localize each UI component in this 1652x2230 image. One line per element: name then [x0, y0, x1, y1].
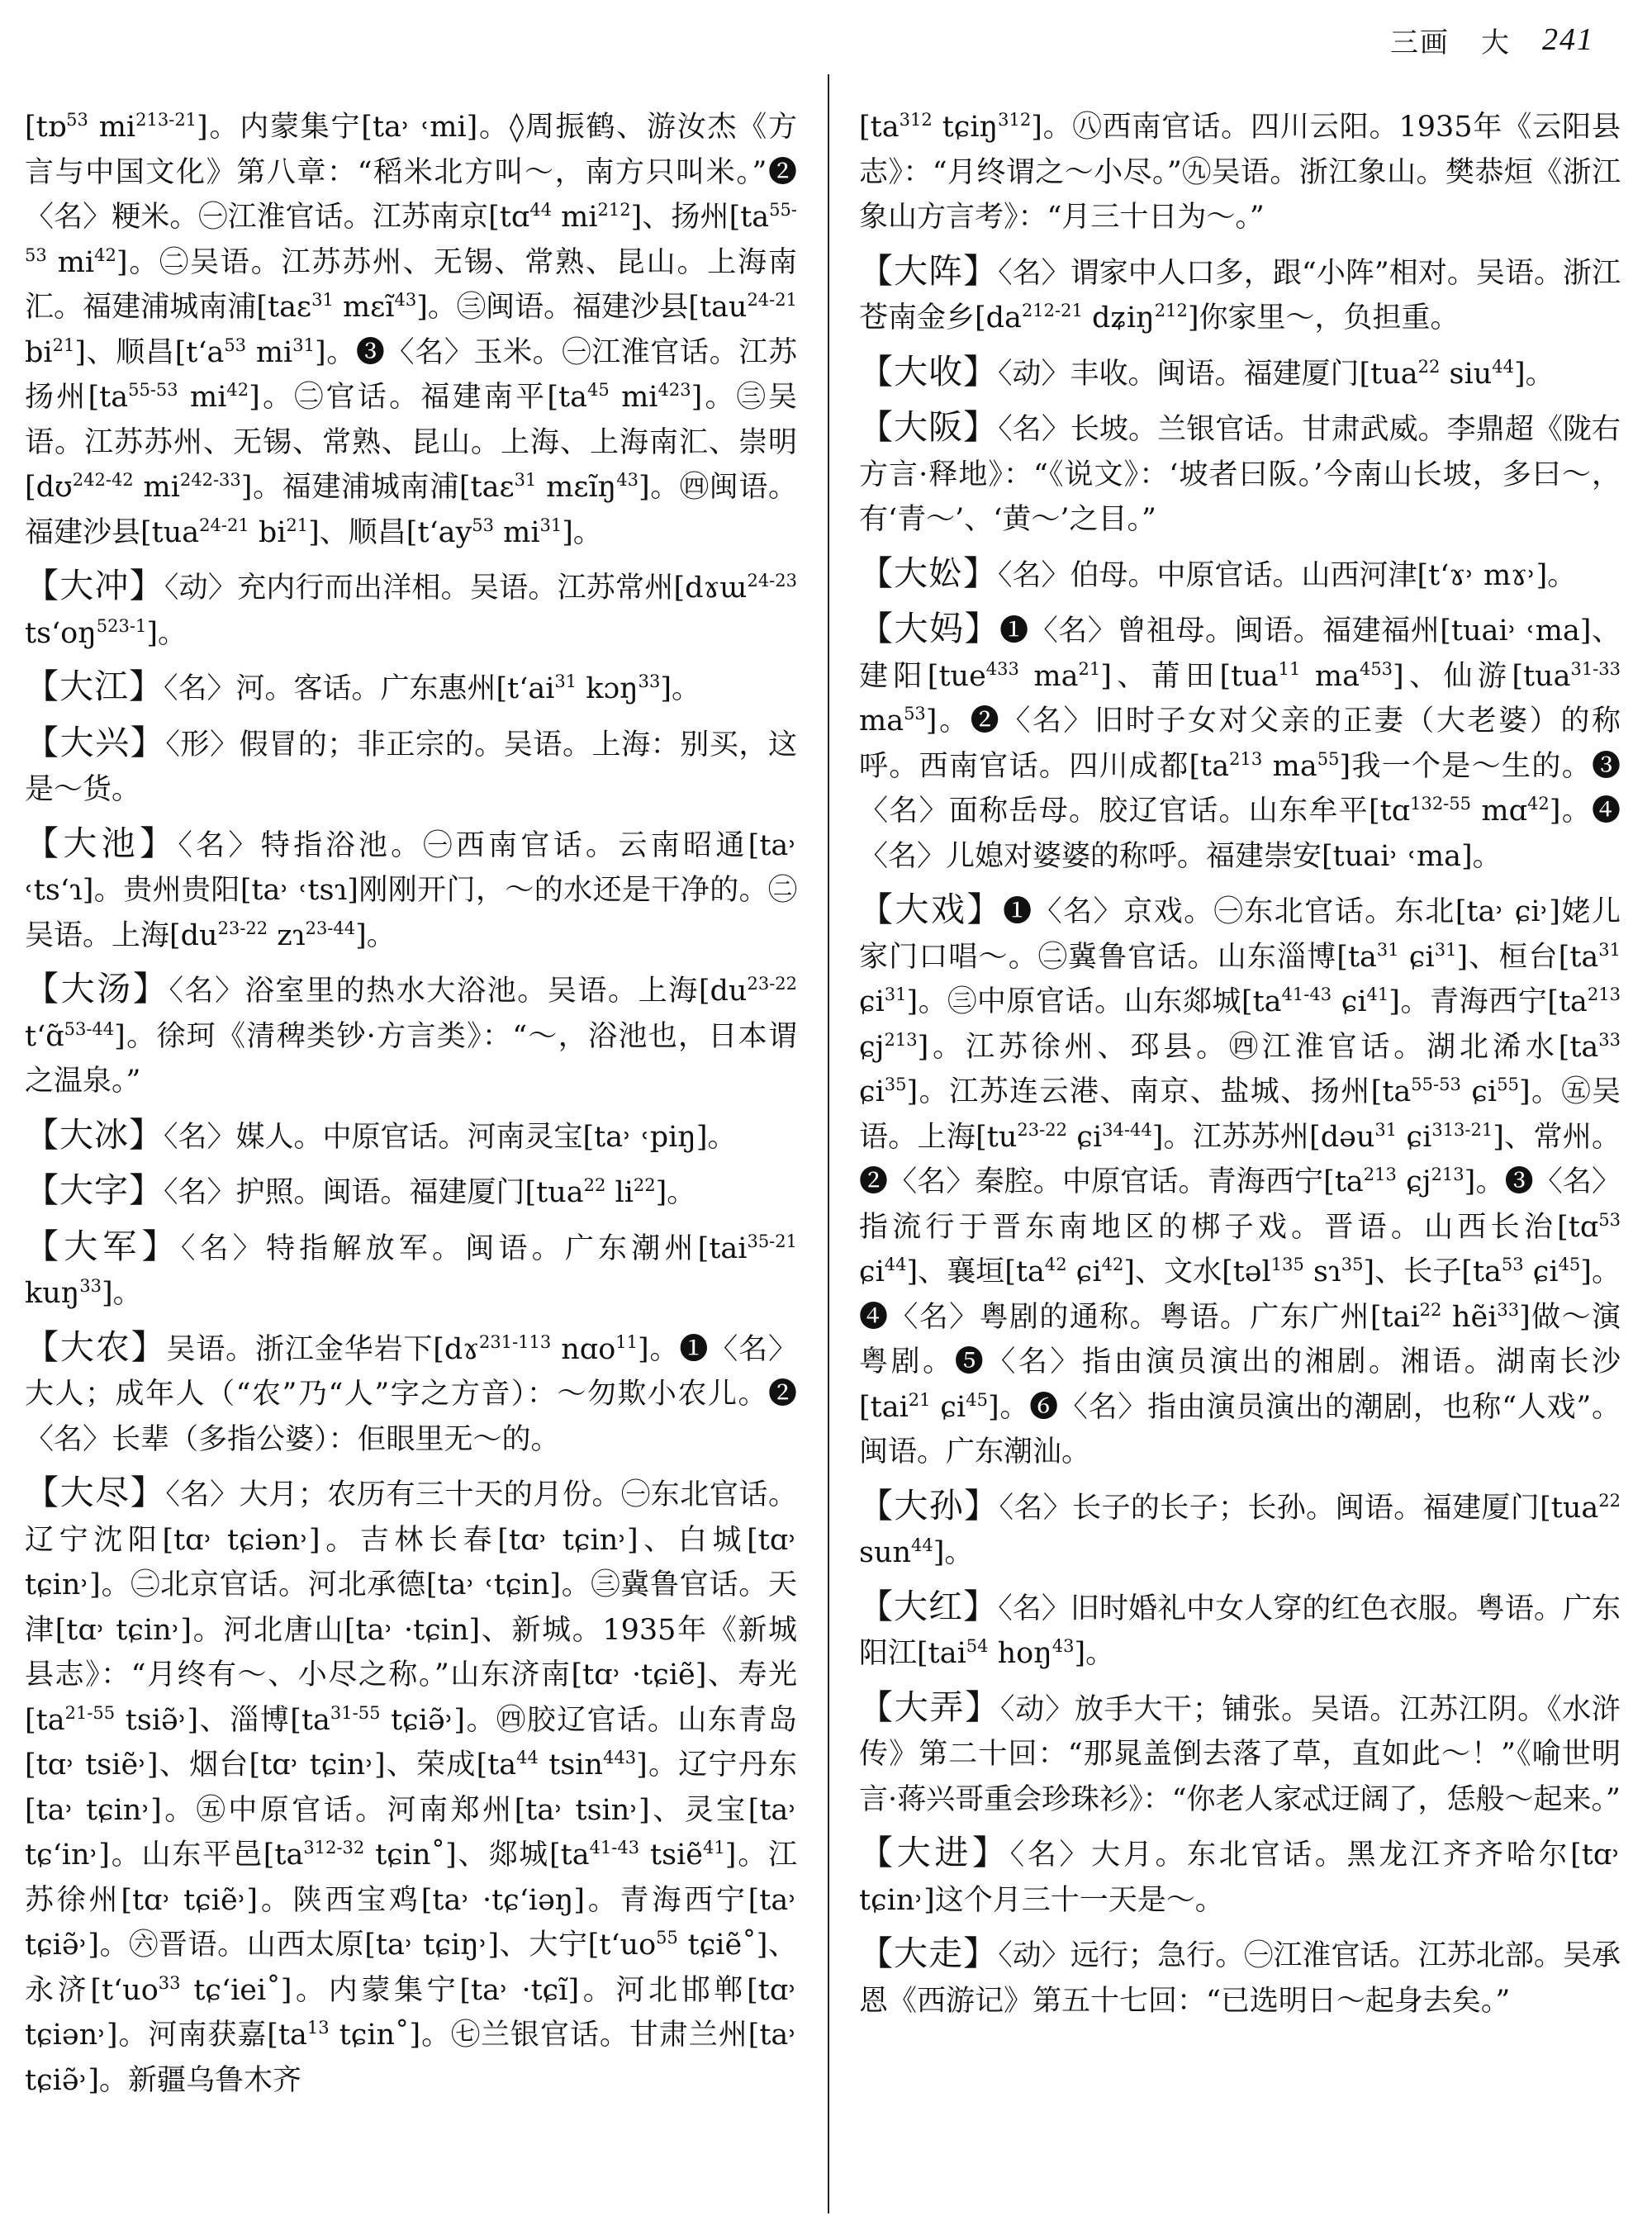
entry-headword: 【大冲】	[25, 566, 164, 605]
entry-headword: 【大妐】	[859, 553, 998, 593]
dictionary-entry	[859, 249, 1621, 341]
entry-headword: 【大阪】	[859, 407, 999, 447]
dictionary-entry	[859, 1931, 1621, 2024]
dictionary-entry	[859, 405, 1621, 543]
dictionary-entry	[25, 1113, 797, 1160]
dictionary-entry	[859, 1685, 1621, 1823]
entry-headword: 【大江】	[25, 667, 164, 706]
dictionary-entry	[859, 551, 1621, 599]
dictionary-entry	[859, 1830, 1621, 1923]
entry-headword: 【大军】	[25, 1226, 181, 1266]
entry-definition: 〈名〉媒人。中原官话。河南灵宝[ta˒ ˓piŋ]。	[164, 1120, 737, 1154]
dictionary-entry	[25, 1224, 797, 1317]
entry-headword: 【大农】	[25, 1326, 167, 1367]
entry-headword: 【大汤】	[25, 969, 169, 1008]
right-column	[859, 76, 1621, 2213]
dictionary-entry	[25, 563, 797, 656]
entry-definition: 〈名〉特指浴池。㊀西南官话。云南昭通[ta˒ ˓tsʻɿ]。贵州贵阳[ta˒ ˓tsɿ]刚刚开门，～的水还是干净的。㊁吴语。上海[$du^{23-22}$ zɿ$^{23-44}$]。	[25, 828, 798, 952]
continuation-text: [$ta^{312}$ tɕiŋ$^{312}$]。㊇西南官话。四川云阳。1935年《云阳县志》：“月终谓之～小尽。”㊈吴语。浙江象山。樊恭烜《浙江象山方言考》：“月三十日为～。”	[859, 110, 1621, 234]
dictionary-entry	[859, 1584, 1621, 1677]
entry-definition: ❶〈名〉京戏。㊀东北官话。东北[ta˒ ɕi˒]姥儿家门口唱～。㊁冀鲁官话。山东淄博[$ta^{31}$ ɕi$^{31}$]、桓台[$ta^{31}$ ɕi$^{31}$]。㊂中原官话。山东郯城[$ta^{41-43}$ ɕi$^{41}$]。青海西宁[$ta^{213}$ ɕj$^{213}$]。江苏徐州、邳县。㊃江淮官话。湖北浠水[$ta^{33}$ ɕi$^{35}$]。江苏连云港、南京、盐城、扬州[$ta^{55-53}$ ɕi$^{55}$]。㊄吴语。上海[$tu^{23-22}$ ɕi$^{34-44}$]。江苏苏州[dəu$^{31}$ ɕi$^{313-21}$]、常州。❷〈名〉秦腔。中原官话。青海西宁[$ta^{213}$ ɕj$^{213}$]。❸〈名〉指流行于晋东南地区的梆子戏。晋语。山西长治[tɑ$^{53}$ ɕi$^{44}$]、襄垣[$ta^{42}$ ɕi$^{42}$]、文水[təl$^{135}$ sɿ$^{35}$]、长子[$ta^{53}$ ɕi$^{45}$]。❹〈名〉粤剧的通称。粤语。广东广州[tai$^{22}$ hẽi$^{33}$]做～演粤剧。❺〈名〉指由演员演出的湘剧。湘语。湖南长沙[tai$^{21}$ ɕi$^{45}$]。❻〈名〉指由演员演出的潮剧，也称“人戏”。闽语。广东潮汕。	[859, 895, 1621, 1468]
entry-headword: 【大进】	[859, 1833, 1010, 1872]
page-number: 241	[1542, 22, 1594, 57]
entry-definition: 〈动〉远行；急行。㊀江淮官话。江苏北部。吴承恩《西游记》第五十七回：“已选明日～起身去矣。”	[859, 1939, 1621, 2018]
header-section: 三画	[1390, 26, 1450, 59]
entry-headword: 【大走】	[859, 1933, 999, 1973]
entry-definition: 〈动〉充内行而出洋相。吴语。江苏常州[dɤɯ$^{24-23}$ tsʻoŋ$^{523-1}$]。	[25, 571, 797, 650]
entry-definition: 〈形〉假冒的；非正宗的。吴语。上海：别买，这是～货。	[25, 728, 797, 806]
entry-definition: 〈名〉伯母。中原官话。山西河津[tʻɤ˒ mɤ˒]。	[998, 558, 1577, 592]
dictionary-entry	[859, 349, 1621, 397]
dictionary-entry	[25, 1470, 797, 2103]
entry-definition: 〈名〉长坡。兰银官话。甘肃武威。李鼎超《陇右方言·释地》：“《说文》：‘坡者曰阪。’今南山长坡，多曰～，有‘青～’、‘黄～’之目。”	[859, 413, 1621, 536]
entry-definition: ❶〈名〉曾祖母。闽语。福建福州[tuai˒ ˓ma]、建阳[tue$^{433}$ $ma^{21}$]、莆田[tua$^{11}$ $ma^{453}$]、仙游[tua$^{31-33}$ $ma^{53}$]。❷〈名〉旧时子女对父亲的正妻（大老婆）的称呼。西南官话。四川成都[$ta^{213}$ $ma^{55}$]我一个是～生的。❸〈名〉面称岳母。胶辽官话。山东牟平[tɑ$^{132-55}$ mɑ$^{42}$]。❹〈名〉儿媳对婆婆的称呼。福建崇安[tuai˒ ˓ma]。	[859, 614, 1621, 873]
entry-headword: 【大收】	[859, 351, 998, 391]
entry-definition: 〈名〉特指解放军。闽语。广东潮州[tai$^{35-21}$ kuŋ$^{33}$]。	[25, 1231, 797, 1310]
dictionary-entry	[859, 887, 1621, 1475]
entry-headword: 【大红】	[859, 1586, 999, 1626]
entry-definition: 〈名〉谓家中人口多，跟“小阵”相对。吴语。浙江苍南金乡[$da^{212-21}$ dʑiŋ$^{212}$]你家里～，负担重。	[859, 256, 1621, 334]
entry-definition: 吴语。浙江金华岩下[dɤ$^{231-113}$ nɑo$^{11}$]。❶〈名〉大人；成年人（“农”乃“人”字之方音）：～勿欺小农儿。❷〈名〉长辈（多指公婆）：佢眼里无～的。	[25, 1331, 797, 1456]
left-column	[25, 76, 797, 2213]
entry-definition: 〈名〉浴室里的热水大浴池。吴语。上海[$du^{23-22}$ tʻɑ̃$^{53-44}$]。徐珂《清稗类钞·方言类》：“～，浴池也，日本谓之温泉。”	[25, 974, 798, 1098]
entry-headword: 【大冰】	[25, 1114, 164, 1155]
entry-headword: 【大戏】	[859, 890, 1004, 929]
continuation-text: [tɒ$^{53}$ $mi^{213-21}$]。内蒙集宁[ta˒ ˓mi]。◊周振鹤、游汝杰《方言与中国文化》第八章：“稻米北方叫～，南方只叫米。”❷〈名〉粳米。㊀江淮官话。江苏南京[tɑ$^{44}$ $mi^{212}$]、扬州[$ta^{55-53}$ $mi^{42}$]。㊁吴语。江苏苏州、无锡、常熟、昆山。上海南汇。福建浦城南浦[taɛ$^{31}$ mɛĩ$^{43}$]。㊂闽语。福建沙县[tau$^{24-21}$ $bi^{21}$]、顺昌[tʻa$^{53}$ $mi^{31}$]。❸〈名〉玉米。㊀江淮官话。江苏扬州[$ta^{55-53}$ $mi^{42}$]。㊁官话。福建南平[$ta^{45}$ $mi^{423}$]。㊂吴语。江苏苏州、无锡、常熟、昆山。上海、上海南汇、崇明[dʊ$^{242-42}$ $mi^{242-33}$]。福建浦城南浦[taɛ$^{31}$ mɛĩŋ$^{43}$]。㊃闽语。福建沙县[tua$^{24-21}$ $bi^{21}$]、顺昌[tʻay$^{53}$ $mi^{31}$]。	[25, 110, 798, 549]
column-divider	[828, 74, 829, 2213]
entry-definition: 〈动〉丰收。闽语。福建厦门[tua$^{22}$ siu$^{44}$]。	[998, 356, 1555, 391]
entry-headword: 【大阵】	[859, 250, 999, 291]
dictionary-entry	[25, 1325, 797, 1463]
dictionary-entry	[25, 664, 797, 712]
dictionary-entry	[25, 966, 797, 1104]
entry-headword: 【大字】	[25, 1170, 164, 1210]
entry-headword: 【大孙】	[859, 1485, 999, 1525]
entry-headword: 【大池】	[25, 823, 178, 863]
entry-definition: 〈名〉护照。闽语。福建厦门[tua$^{22}$ $li^{22}$]。	[164, 1175, 696, 1209]
entry-headword: 【大妈】	[859, 609, 1000, 648]
entry-definition: 〈名〉旧时婚礼中女人穿的红色衣服。粤语。广东阳江[tai$^{54}$ hoŋ$^{43}$]。	[859, 1592, 1621, 1670]
dictionary-entry	[25, 720, 797, 813]
dictionary-entry	[859, 606, 1621, 879]
entry-definition: 〈名〉长子的长子；长孙。闽语。福建厦门[tua$^{22}$ sun$^{44}$]。	[859, 1490, 1621, 1569]
page-header	[1390, 15, 1594, 64]
dictionary-entry	[25, 821, 797, 959]
entry-definition: 〈名〉大月；农历有三十天的月份。㊀东北官话。辽宁沈阳[tɑ˒ tɕiən˒]。吉林长春[tɑ˒ tɕin˒]、白城[tɑ˒ tɕin˒]。㊁北京官话。河北承德[ta˒ ˓tɕin]。㊂冀鲁官话。天津[tɑ˒ tɕin˒]。河北唐山[ta˒ ·tɕin]、新城。1935年《新城县志》：“月终有～、小尽之称。”山东济南[tɑ˒ ·tɕiẽ]、寿光[$ta^{21-55}$ tsiə̃˒]、淄博[$ta^{31-55}$ tɕiə̃˒]。㊃胶辽官话。山东青岛[tɑ˒ tsiẽ˒]、烟台[tɑ˒ tɕin˒]、荣成[$ta^{44}$ tsin$^{443}$]。辽宁丹东[ta˒ tɕin˒]。㊄中原官话。河南郑州[ta˒ tsin˒]、灵宝[ta˒ tɕʻin˒]。山东平邑[$ta^{312-32}$ tɕin˚]、郯城[$ta^{41-43}$ tsiẽ$^{41}$]。江苏徐州[tɑ˒ tɕiẽ˒]。陕西宝鸡[ta˒ ·tɕʻiəŋ]。青海西宁[ta˒ tɕiə̃˒]。㊅晋语。山西太原[ta˒ tɕiŋ˒]、大宁[tʻuo$^{55}$ tɕiẽ˚]、永济[tʻuo$^{33}$ tɕʻiei˚]。内蒙集宁[ta˒ ·tɕĩ]。河北邯郸[tɑ˒ tɕiən˒]。河南获嘉[$ta^{13}$ tɕin˚]。㊆兰银官话。甘肃兰州[ta˒ tɕiə̃˒]。新疆乌鲁木齐	[25, 1478, 798, 2097]
entry-definition: 〈名〉河。客话。广东惠州[tʻai$^{31}$ kɔŋ$^{33}$]。	[164, 671, 701, 705]
entry-definition: 〈动〉放手大干；铺张。吴语。江苏江阴。《水浒传》第二十回：“那晁盖倒去落了草，直如此～！”《喻世明言·蒋兴哥重会珍珠衫》：“你老人家忒迂阔了，恁般～起来。”	[859, 1692, 1621, 1816]
entry-headword: 【大弄】	[859, 1687, 1001, 1727]
entry-headword: 【大尽】	[25, 1473, 166, 1512]
dictionary-entry	[25, 1168, 797, 1216]
dictionary-entry	[859, 1483, 1621, 1576]
header-radical: 大	[1481, 26, 1511, 59]
entry-definition: 〈名〉大月。东北官话。黑龙江齐齐哈尔[tɑ˒ tɕin˒]这个月三十一天是～。	[859, 1839, 1621, 1917]
entry-headword: 【大兴】	[25, 722, 166, 762]
